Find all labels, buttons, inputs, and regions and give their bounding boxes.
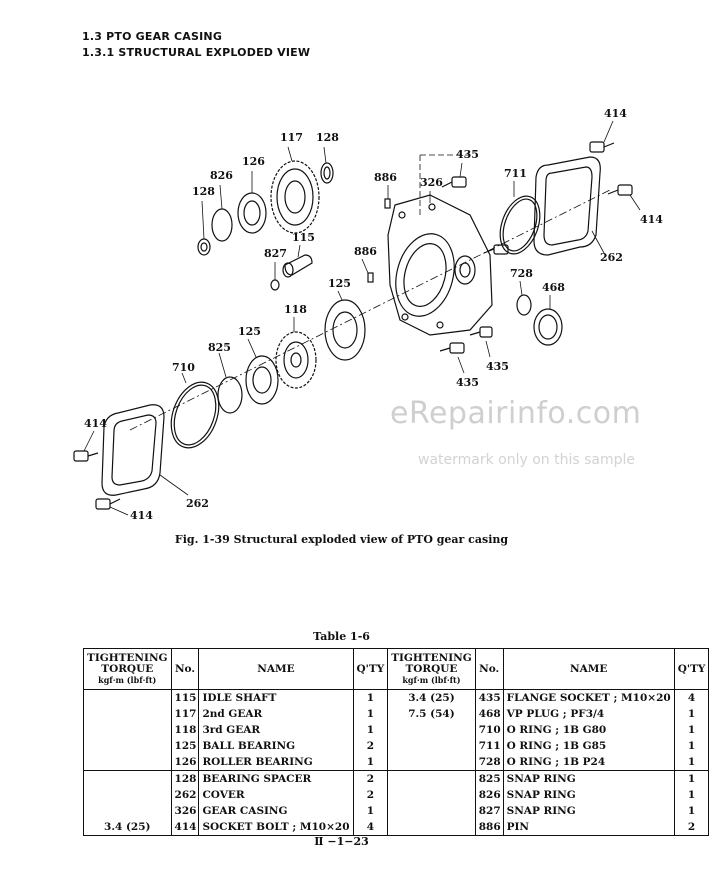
header-torque-line2: TORQUE [405,662,458,675]
callout-262: 262 [186,497,209,510]
callout-125: 125 [238,325,261,338]
cell-lname: IDLE SHAFT [199,690,353,707]
cell-rq: 1 [674,706,709,722]
cell-rq: 4 [674,690,709,707]
header-name-right: NAME [503,649,674,690]
cell-ln: 262 [171,787,199,803]
cell-rt [388,738,476,754]
cell-rname: O RING ; 1B P24 [503,754,674,771]
table-row [84,803,709,819]
cell-rn: 710 [475,722,503,738]
cell-ln: 126 [171,754,199,771]
cell-lt [84,706,172,722]
watermark-sub: watermark only on this sample [418,452,636,468]
cell-lq: 2 [353,771,388,788]
cell-lq: 2 [353,738,388,754]
header-torque-unit: kgf·m (lbf·ft) [402,674,461,685]
cell-lname: 3rd GEAR [199,722,353,738]
header-qty-right: Q'TY [674,649,709,690]
callout-414: 414 [604,107,627,120]
cell-rq: 2 [674,819,709,836]
cell-rn: 886 [475,819,503,836]
cell-lq: 1 [353,690,388,707]
cell-rname: O RING ; 1B G85 [503,738,674,754]
callout-414: 414 [130,509,153,522]
callout-827: 827 [264,247,287,260]
callout-125: 125 [328,277,351,290]
header-torque [84,649,172,690]
cell-rname: O RING ; 1B G80 [503,722,674,738]
cell-lq: 4 [353,819,388,836]
callout-435: 435 [486,360,509,373]
cell-rname: SNAP RING [503,803,674,819]
cell-rq: 1 [674,771,709,788]
table-row [84,690,709,707]
callout-711: 711 [504,167,527,180]
cell-rn: 711 [475,738,503,754]
callout-118: 118 [284,303,307,316]
table-row [84,771,709,788]
cell-rq: 1 [674,803,709,819]
cell-ln: 125 [171,738,199,754]
cell-ln: 414 [171,819,199,836]
cell-lname: BALL BEARING [199,738,353,754]
cell-ln: 326 [171,803,199,819]
callout-435: 435 [456,148,479,161]
cell-rn: 825 [475,771,503,788]
cell-lt [84,690,172,707]
cell-ln: 128 [171,771,199,788]
header-no: No. [171,649,199,690]
cell-rname: SNAP RING [503,787,674,803]
cell-ln: 118 [171,722,199,738]
parts-table-body [84,690,709,836]
cell-ln: 115 [171,690,199,707]
cell-rq: 1 [674,787,709,803]
table-row [84,787,709,803]
callout-414: 414 [640,213,663,226]
header-no-right: No. [475,649,503,690]
table-title: Table 1-6 [313,630,370,643]
cell-rname: FLANGE SOCKET ; M10×20 [503,690,674,707]
table-row [84,819,709,836]
cell-rt [388,787,476,803]
subsection-heading: 1.3.1 STRUCTURAL EXPLODED VIEW [82,46,311,59]
cell-rt [388,771,476,788]
cell-rn: 728 [475,754,503,771]
cell-rt: 3.4 (25) [388,690,476,707]
callout-262: 262 [600,251,623,264]
callout-435: 435 [456,376,479,389]
watermark-main: eRepairinfo.com [390,396,642,431]
cell-lq: 2 [353,787,388,803]
cell-lt [84,722,172,738]
header-torque-line1: TIGHTENING [391,651,472,664]
cell-rn: 827 [475,803,503,819]
cell-rt: 7.5 (54) [388,706,476,722]
header-torque-line1: TIGHTENING [87,651,168,664]
cell-rq: 1 [674,722,709,738]
cell-lt [84,738,172,754]
parts-table [83,648,709,836]
cell-lname: SOCKET BOLT ; M10×20 [199,819,353,836]
header-name: NAME [199,649,353,690]
cell-lq: 1 [353,754,388,771]
callout-128: 128 [192,185,215,198]
callout-710: 710 [172,361,195,374]
cell-rt [388,819,476,836]
cell-lt [84,771,172,788]
callout-126: 126 [242,155,265,168]
header-qty: Q'TY [353,649,388,690]
table-row [84,754,709,771]
callout-128: 128 [316,131,339,144]
cell-lname: COVER [199,787,353,803]
cell-lq: 1 [353,706,388,722]
callout-886: 886 [354,245,377,258]
callout-414: 414 [84,417,107,430]
callout-117: 117 [280,131,303,144]
callout-115: 115 [292,231,315,244]
callout-468: 468 [542,281,565,294]
callout-826: 826 [210,169,233,182]
section-heading: 1.3 PTO GEAR CASING [82,30,223,43]
header-torque-line2: TORQUE [101,662,154,675]
callout-326: 326 [420,176,443,189]
cell-ln: 117 [171,706,199,722]
callout-825: 825 [208,341,231,354]
page-number: Ⅱ −1−23 [314,835,369,848]
cell-lname: BEARING SPACER [199,771,353,788]
cell-rq: 1 [674,754,709,771]
cell-lname: 2nd GEAR [199,706,353,722]
cell-lname: ROLLER BEARING [199,754,353,771]
cell-rt [388,803,476,819]
table-row [84,738,709,754]
cell-rt [388,722,476,738]
table-row [84,722,709,738]
cell-lt [84,787,172,803]
cell-lt: 3.4 (25) [84,819,172,836]
cell-rn: 468 [475,706,503,722]
cell-rname: SNAP RING [503,771,674,788]
figure-caption: Fig. 1-39 Structural exploded view of PTO gear casing [174,533,509,546]
table-header-row [84,649,709,690]
cell-lt [84,754,172,771]
table-row [84,706,709,722]
header-torque-unit: kgf·m (lbf·ft) [98,674,157,685]
cell-lname: GEAR CASING [199,803,353,819]
cell-rq: 1 [674,738,709,754]
header-torque-right [388,649,476,690]
callout-886: 886 [374,171,397,184]
cell-lq: 1 [353,722,388,738]
cell-rt [388,754,476,771]
cell-lq: 1 [353,803,388,819]
cell-rname: PIN [503,819,674,836]
cell-rn: 435 [475,690,503,707]
cell-lt [84,803,172,819]
cell-rname: VP PLUG ; PF3/4 [503,706,674,722]
callout-728: 728 [510,267,533,280]
cell-rn: 826 [475,787,503,803]
